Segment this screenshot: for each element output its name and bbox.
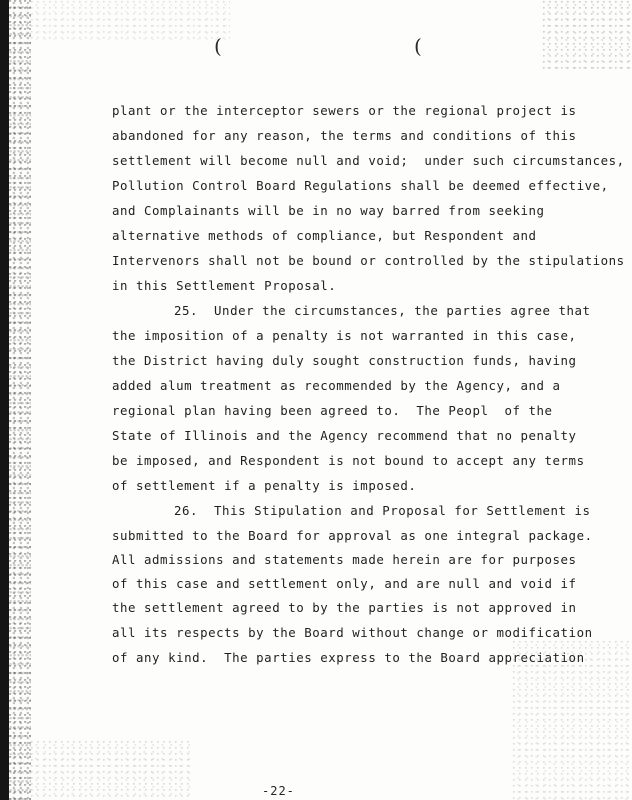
page-number: -22- (262, 784, 295, 798)
text-line: in this Settlement Proposal. (112, 278, 337, 293)
text-line: All admissions and statements made herein are for purposes (112, 552, 577, 567)
text-line: and Complainants will be in no way barred from seeking (112, 203, 545, 218)
text-line: the imposition of a penalty is not warranted in this case, (112, 328, 577, 343)
text-line: State of Illinois and the Agency recommend that no penalty (112, 428, 577, 443)
paragraph-25-start: 25. Under the circumstances, the parties agree that (174, 303, 591, 318)
text-line: abandoned for any reason, the terms and conditions of this (112, 128, 577, 143)
text-line: Pollution Control Board Regulations shall be deemed effective, (112, 178, 609, 193)
text-line: the settlement agreed to by the parties is not approved in (112, 600, 577, 615)
text-line: of settlement if a penalty is imposed. (112, 478, 417, 493)
punch-hole-mark-right: ( (414, 34, 422, 58)
text-line: submitted to the Board for approval as one integral package. (112, 528, 593, 543)
text-line: of any kind. The parties express to the Board appreciation (112, 650, 585, 665)
text-line: be imposed, and Respondent is not bound to accept any terms (112, 453, 585, 468)
text-line: plant or the interceptor sewers or the regional project is (112, 103, 577, 118)
text-line: settlement will become null and void; under such circumstances, (112, 153, 625, 168)
text-line: regional plan having been agreed to. The Peopl of the (112, 403, 553, 418)
text-line: of this case and settlement only, and are null and void if (112, 576, 577, 591)
text-line: the District having duly sought construction funds, having (112, 353, 577, 368)
punch-hole-mark-left: ( (214, 34, 222, 58)
text-line: added alum treatment as recommended by the Agency, and a (112, 378, 561, 393)
text-line: Intervenors shall not be bound or controlled by the stipulations (112, 253, 625, 268)
text-line: all its respects by the Board without change or modification (112, 625, 593, 640)
text-line: alternative methods of compliance, but Respondent and (112, 228, 537, 243)
paragraph-26-start: 26. This Stipulation and Proposal for Settlement is (174, 503, 591, 518)
